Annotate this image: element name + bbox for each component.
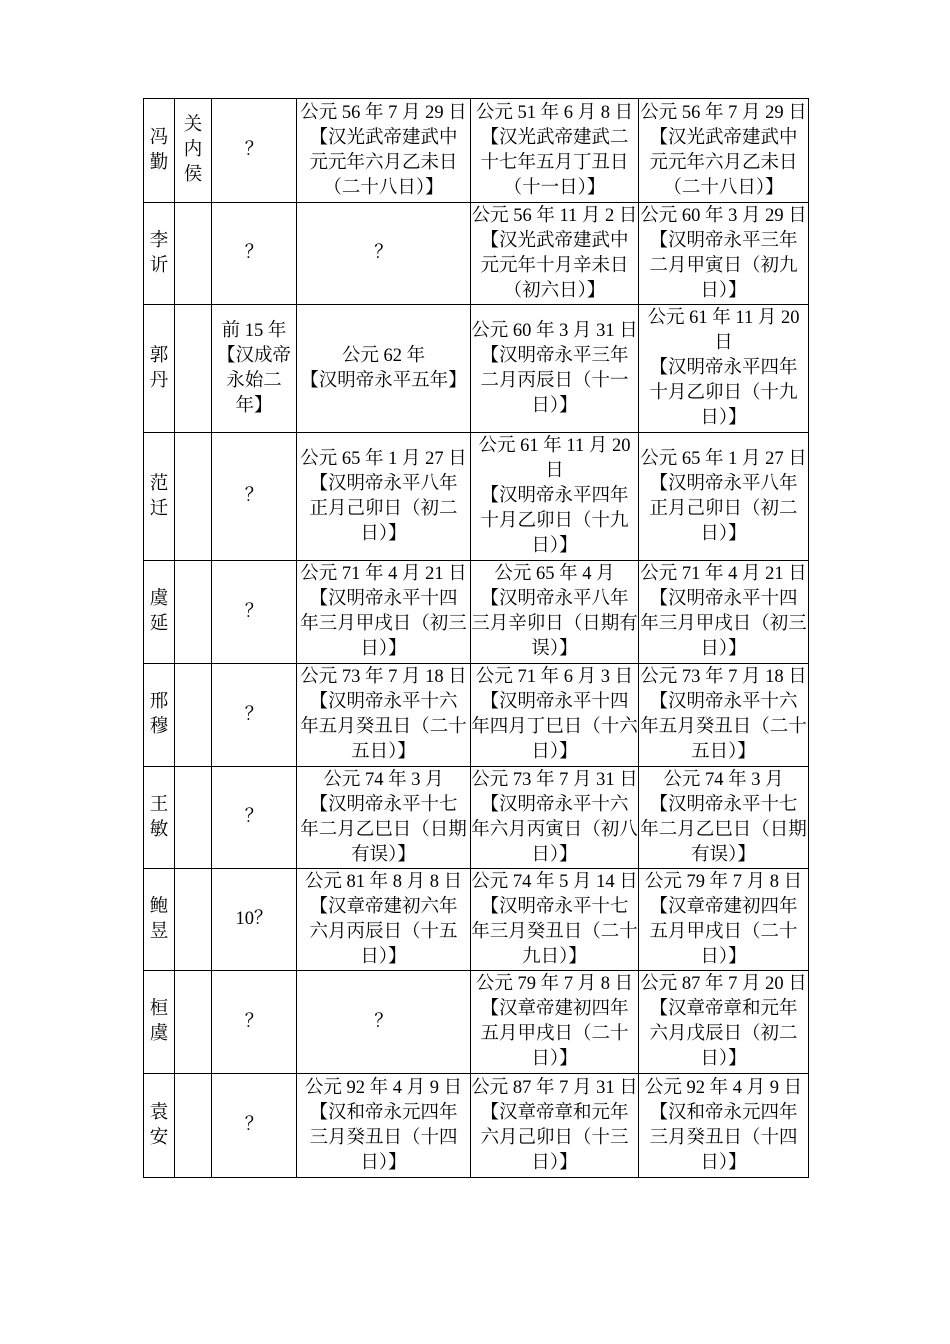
- cell-line: 二月丙辰日（十一: [480, 370, 629, 391]
- cell-line: 误）】: [531, 639, 578, 659]
- cell-line: 【汉明帝永平五年】: [300, 370, 467, 391]
- table-row: [144, 869, 809, 971]
- cell-line: 九日）】: [522, 946, 587, 967]
- year-cell: [212, 99, 297, 203]
- cell-line: ？: [244, 601, 264, 622]
- year-cell: [212, 869, 297, 971]
- cell-line: ？: [244, 140, 264, 160]
- cell-line: 公元 62 年: [341, 345, 426, 366]
- date-cell-first: [297, 433, 471, 561]
- date-cell-third: [639, 767, 809, 869]
- date-cell-second: [471, 664, 639, 767]
- cell-line: 公元 79 年 7 月 8 日: [475, 974, 634, 994]
- cell-line: 公元 87 年 7 月 20 日: [640, 974, 807, 994]
- cell-line: 公元 60 年 3 月 31 日: [471, 320, 638, 341]
- cell-line: 公元 60 年 3 月 29 日: [640, 205, 807, 226]
- cell-line: ？: [244, 243, 264, 263]
- date-cell-third: [639, 99, 809, 203]
- date-cell-third: [639, 1074, 809, 1178]
- title-cell: [175, 869, 212, 971]
- name-cell: [144, 1074, 175, 1178]
- cell-line: 元元年六月乙未日: [309, 152, 458, 173]
- cell-line: 【汉明帝永平八年: [649, 473, 798, 494]
- cell-line: 公元 92 年 4 月 9 日: [644, 1077, 803, 1098]
- title-cell: [175, 767, 212, 869]
- year-cell: [212, 433, 297, 561]
- cell-line: （二十八日）】: [323, 177, 444, 198]
- cell-line: 公元 71 年 4 月 21 日: [640, 564, 807, 584]
- cell-line: 三月辛卯日（日期有: [471, 614, 638, 634]
- cell-line: 日）】: [700, 946, 747, 967]
- table-body: [144, 99, 809, 1178]
- date-cell-third: [639, 561, 809, 664]
- title-cell: [175, 664, 212, 767]
- cell-line: 【汉章帝建初四年: [649, 896, 798, 917]
- date-cell-second: [471, 869, 639, 971]
- cell-line: 日）】: [360, 946, 407, 967]
- cell-line: （二十八日）】: [663, 177, 784, 198]
- cell-line: 【汉光武帝建武二: [480, 127, 629, 148]
- cell-line: 【汉明帝永平十六: [480, 794, 629, 815]
- date-cell-second: [471, 767, 639, 869]
- cell-line: 公元 65 年 1 月 27 日: [640, 448, 807, 469]
- cell-line: 年六月丙寅日（初八: [471, 819, 638, 840]
- cell-line: 10？: [235, 909, 273, 929]
- cell-line: 五日）】: [691, 742, 756, 762]
- title-cell: [175, 1074, 212, 1178]
- name-cell: [144, 971, 175, 1074]
- date-cell-third: [639, 305, 809, 433]
- cell-line: 元元年十月辛未日: [480, 255, 629, 276]
- cell-line: 正月己卯日（初二: [309, 498, 458, 519]
- cell-line: 年四月丁巳日（十六: [471, 717, 638, 737]
- cell-line: 元元年六月乙未日: [649, 152, 798, 173]
- cell-line: ？: [244, 807, 264, 827]
- cell-line: 公元 79 年 7 月 8 日: [644, 871, 803, 892]
- cell-line: 公元 56 年 11 月 2 日: [471, 205, 638, 226]
- cell-line: 【汉光武帝建武中: [309, 127, 458, 148]
- cell-line: 【汉明帝永平八年: [480, 589, 629, 609]
- date-cell-second: [471, 433, 639, 561]
- cell-line: 日）】: [531, 1049, 578, 1069]
- cell-line: 【汉章帝建初四年: [480, 999, 629, 1019]
- officials-date-table: [143, 98, 809, 1178]
- cell-line: 【汉明帝永平十七: [480, 896, 629, 917]
- cell-line: 【汉明帝永平四年: [480, 486, 629, 506]
- date-cell-first: [297, 1074, 471, 1178]
- name-cell: [144, 869, 175, 971]
- year-cell: [212, 971, 297, 1074]
- cell-line: 【汉明帝永平十四: [649, 589, 798, 609]
- date-cell-first: [297, 767, 471, 869]
- cell-line: 年五月癸丑日（二十: [300, 717, 467, 737]
- person-name: 虞延: [149, 589, 169, 634]
- name-cell: [144, 203, 175, 305]
- cell-line: 【汉光武帝建武中: [649, 127, 798, 148]
- cell-line: ？: [244, 486, 264, 506]
- cell-line: 公元 73 年 7 月 18 日: [300, 667, 467, 687]
- cell-line: 【汉和帝永元四年: [309, 1102, 458, 1123]
- date-cell-first: [297, 99, 471, 203]
- year-cell: [212, 305, 297, 433]
- title-cell: [175, 433, 212, 561]
- cell-line: 【汉和帝永元四年: [649, 1102, 798, 1123]
- name-cell: [144, 305, 175, 433]
- cell-line: 公元 73 年 7 月 18 日: [640, 667, 807, 687]
- title-cell: [175, 203, 212, 305]
- name-cell: [144, 561, 175, 664]
- cell-line: 五月甲戌日（二十: [480, 1024, 629, 1044]
- cell-line: 公元 65 年 1 月 27 日: [300, 448, 467, 469]
- cell-line: 公元 74 年 5 月 14 日: [471, 871, 638, 892]
- cell-line: 【汉明帝永平四年: [649, 358, 798, 378]
- cell-line: 公元 74 年 3 月: [323, 769, 444, 790]
- cell-line: 【汉明帝永平三年: [480, 345, 629, 366]
- cell-line: 公元 81 年 8 月 8 日: [304, 871, 463, 892]
- date-cell-first: [297, 971, 471, 1074]
- cell-line: 日）】: [700, 280, 747, 301]
- name-cell: [144, 99, 175, 203]
- cell-line: 五月甲戌日（二十: [649, 921, 798, 942]
- cell-line: 年三月甲戌日（初三: [640, 614, 807, 634]
- cell-line: 日）】: [360, 1152, 407, 1173]
- table-row: [144, 1074, 809, 1178]
- cell-line: 六月戊辰日（初二: [649, 1024, 798, 1044]
- table-row: [144, 767, 809, 869]
- cell-line: 三月癸丑日（十四: [649, 1127, 798, 1148]
- date-cell-second: [471, 99, 639, 203]
- date-cell-second: [471, 1074, 639, 1178]
- cell-line: 公元 74 年 3 月: [663, 769, 784, 790]
- cell-line: 十月乙卯日（十九: [649, 383, 798, 403]
- person-name: 桓虞: [149, 999, 169, 1044]
- cell-line: 【汉明帝永平十四: [480, 692, 629, 712]
- cell-line: 有误）】: [691, 844, 756, 865]
- cell-line: 六月己卯日（十三: [480, 1127, 629, 1148]
- cell-line: 十月乙卯日（十九: [480, 511, 629, 531]
- date-cell-second: [471, 561, 639, 664]
- date-cell-second: [471, 971, 639, 1074]
- cell-line: 日）】: [360, 523, 407, 544]
- noble-title: 关内侯: [183, 115, 203, 185]
- cell-line: 公元 71 年 6 月 3 日: [475, 667, 634, 687]
- date-cell-second: [471, 305, 639, 433]
- cell-line: 公元 56 年 7 月 29 日: [300, 102, 467, 123]
- cell-line: ？: [244, 1115, 264, 1135]
- date-cell-first: [297, 203, 471, 305]
- date-cell-first: [297, 561, 471, 664]
- cell-line: 【汉明帝永平十六: [309, 692, 458, 712]
- cell-line: 【汉明帝永平十六: [649, 692, 798, 712]
- table-row: [144, 99, 809, 203]
- cell-line: 日）】: [700, 639, 747, 659]
- cell-line: 公元 61 年 11 月 20: [478, 436, 631, 456]
- cell-line: 日）】: [700, 1049, 747, 1069]
- cell-line: 日）】: [531, 395, 578, 416]
- date-cell-third: [639, 433, 809, 561]
- cell-line: 日）】: [531, 536, 578, 556]
- date-cell-third: [639, 971, 809, 1074]
- cell-line: 【汉明帝永平三年: [649, 230, 798, 251]
- cell-line: 年三月癸丑日（二十: [471, 921, 638, 942]
- cell-line: 日）】: [531, 742, 578, 762]
- cell-line: 日）】: [531, 844, 578, 865]
- cell-line: 年五月癸丑日（二十: [640, 717, 807, 737]
- cell-line: 年三月甲戌日（初三: [300, 614, 467, 634]
- cell-line: 公元 65 年 4 月: [494, 564, 615, 584]
- name-cell: [144, 664, 175, 767]
- cell-line: 日）】: [700, 1152, 747, 1173]
- cell-line: 有误）】: [351, 844, 416, 865]
- year-cell: [212, 203, 297, 305]
- title-cell: [175, 305, 212, 433]
- name-cell: [144, 767, 175, 869]
- cell-line: 【汉明帝永平十七: [309, 794, 458, 815]
- person-name: 李䜣: [149, 230, 169, 276]
- date-cell-third: [639, 664, 809, 767]
- person-name: 冯勤: [149, 127, 169, 173]
- cell-line: 【汉章帝章和元年: [649, 999, 798, 1019]
- cell-line: 公元 92 年 4 月 9 日: [304, 1077, 463, 1098]
- cell-line: 【汉章帝建初六年: [309, 896, 458, 917]
- cell-line: 公元 71 年 4 月 21 日: [300, 564, 467, 584]
- cell-line: 【汉明帝永平八年: [309, 473, 458, 494]
- cell-line: ？: [244, 1011, 264, 1032]
- name-cell: [144, 433, 175, 561]
- cell-line: 前 15 年: [221, 320, 287, 341]
- year-cell: [212, 664, 297, 767]
- year-cell: [212, 767, 297, 869]
- cell-line: （十一日）】: [503, 177, 606, 198]
- table-row: [144, 971, 809, 1074]
- title-cell: [175, 561, 212, 664]
- year-cell: [212, 561, 297, 664]
- cell-line: 十七年五月丁丑日: [480, 152, 629, 173]
- cell-line: 年二月乙巳日（日期: [640, 819, 807, 840]
- date-cell-first: [297, 305, 471, 433]
- cell-line: 日）】: [360, 639, 407, 659]
- table-row: [144, 664, 809, 767]
- cell-line: 日: [714, 333, 733, 353]
- cell-line: 【汉章帝章和元年: [480, 1102, 629, 1123]
- cell-line: ？: [374, 1011, 393, 1032]
- cell-line: 公元 73 年 7 月 31 日: [471, 769, 638, 790]
- cell-line: 【汉明帝永平十七: [649, 794, 798, 815]
- date-cell-first: [297, 664, 471, 767]
- cell-line: 公元 56 年 7 月 29 日: [640, 102, 807, 123]
- cell-line: 公元 87 年 7 月 31 日: [471, 1077, 638, 1098]
- date-cell-third: [639, 203, 809, 305]
- person-name: 鲍昱: [149, 896, 169, 942]
- table-row: [144, 433, 809, 561]
- cell-line: ？: [374, 243, 393, 263]
- cell-line: 公元 61 年 11 月 20: [647, 308, 800, 328]
- cell-line: 日）】: [700, 408, 747, 428]
- person-name: 郭丹: [149, 345, 169, 391]
- year-cell: [212, 1074, 297, 1178]
- table-row: [144, 203, 809, 305]
- cell-line: （初六日）】: [503, 280, 606, 301]
- cell-line: 三月癸丑日（十四: [309, 1127, 458, 1148]
- cell-line: 日: [545, 461, 564, 481]
- cell-line: 日）】: [700, 523, 747, 544]
- cell-line: 二月甲寅日（初九: [649, 255, 798, 276]
- cell-line: 公元 51 年 6 月 8 日: [475, 102, 634, 123]
- date-cell-third: [639, 869, 809, 971]
- cell-line: 【汉光武帝建武中: [480, 230, 629, 251]
- date-cell-first: [297, 869, 471, 971]
- cell-line: 正月己卯日（初二: [649, 498, 798, 519]
- cell-line: 【汉明帝永平十四: [309, 589, 458, 609]
- date-cell-second: [471, 203, 639, 305]
- cell-line: 永始二: [226, 370, 282, 391]
- person-name: 邢穆: [149, 692, 169, 737]
- person-name: 袁安: [149, 1102, 169, 1148]
- cell-line: 五日）】: [351, 742, 416, 762]
- title-cell: [175, 971, 212, 1074]
- person-name: 王敏: [149, 794, 169, 840]
- cell-line: 【汉成帝: [216, 345, 291, 366]
- table-row: [144, 305, 809, 433]
- cell-line: 日）】: [531, 1152, 578, 1173]
- cell-line: ？: [244, 704, 264, 725]
- title-cell: [175, 99, 212, 203]
- cell-line: 六月丙辰日（十五: [309, 921, 458, 942]
- table-row: [144, 561, 809, 664]
- cell-line: 年】: [235, 395, 273, 416]
- person-name: 范迁: [149, 473, 169, 519]
- cell-line: 年二月乙巳日（日期: [300, 819, 467, 840]
